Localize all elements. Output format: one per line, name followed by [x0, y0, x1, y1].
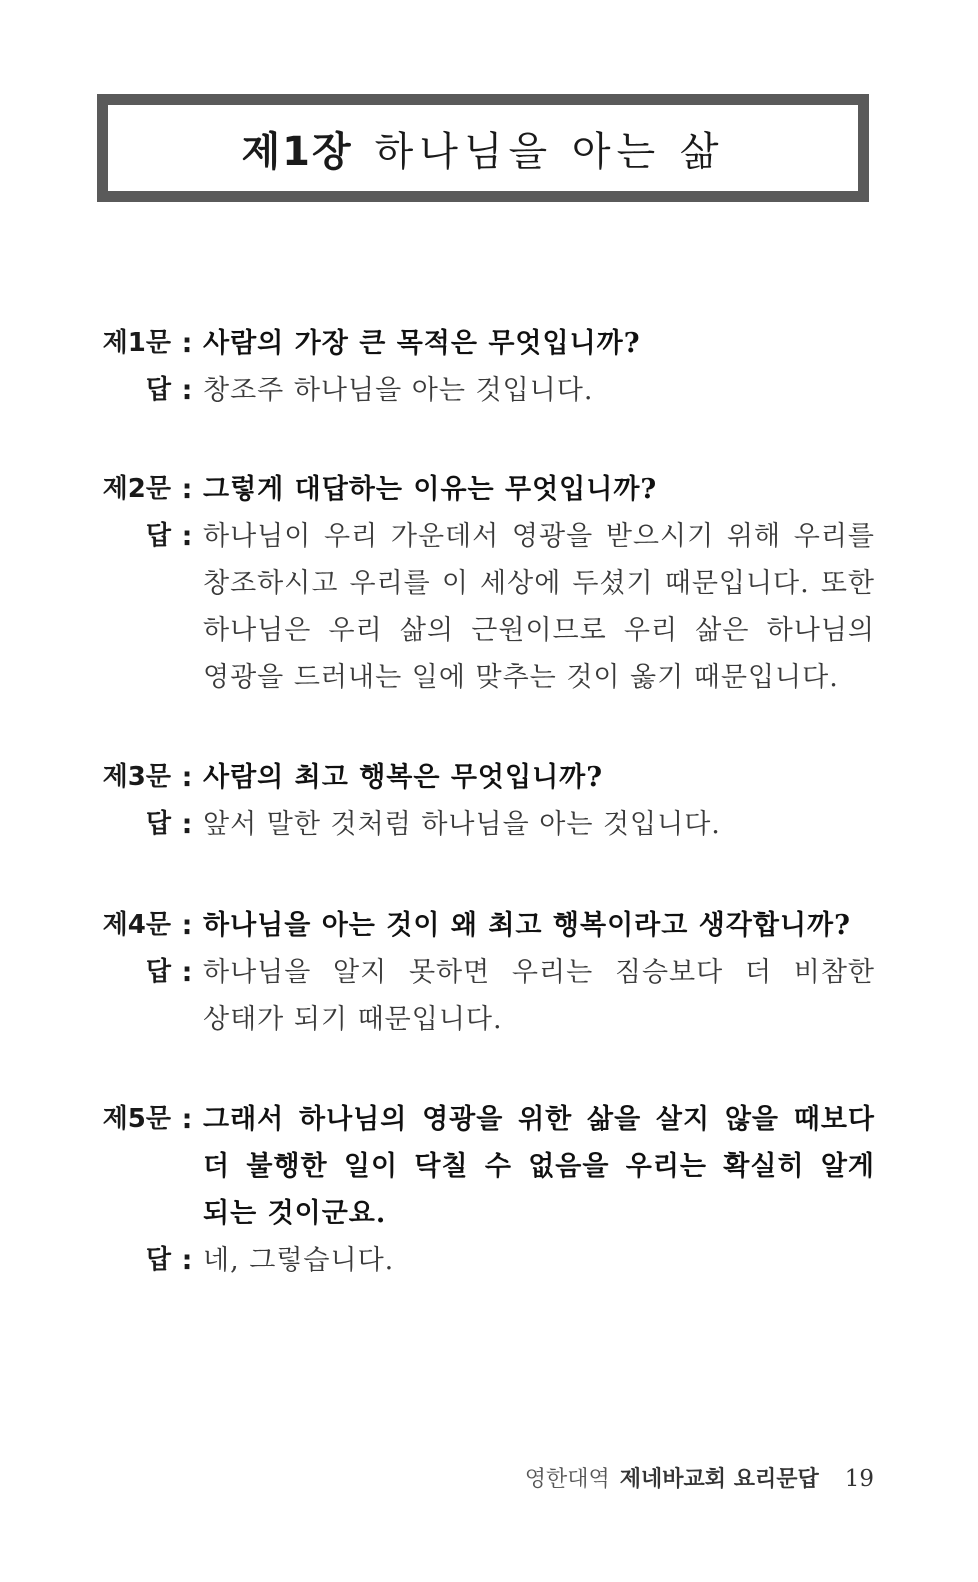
footer-book-title: 제네바교회 요리문답	[619, 1467, 819, 1492]
colon: :	[181, 1245, 193, 1276]
answer-label: 답	[145, 375, 171, 405]
colon: :	[181, 328, 193, 359]
question-label: 제3문	[102, 762, 171, 792]
answer-text: 하나님이 우리 가운데서 영광을 받으시기 위해 우리를 창조하시고 우리를 이 세상에 두셨기 때문입니다. 또한 하나님은 우리 삶의 근원이므로 우리 삶은 하나님의 영광을 드러내는 일에 맞추는 것이 옳기 때문입니다.	[203, 521, 875, 693]
question-text: 그렇게 대답하는 이유는 무엇입니까?	[203, 474, 658, 505]
answer-row	[95, 513, 875, 701]
colon: :	[181, 809, 193, 840]
question-label: 제1문	[102, 328, 171, 358]
chapter-name: 하나님을 아는 삶	[374, 128, 725, 175]
question-label: 제5문	[102, 1104, 171, 1134]
answer-row	[95, 949, 875, 1043]
question-label: 제2문	[102, 474, 171, 504]
question-text: 하나님을 아는 것이 왜 최고 행복이라고 생각합니까?	[203, 910, 851, 941]
question-text: 그래서 하나님의 영광을 위한 삶을 살지 않을 때보다 더 불행한 일이 닥칠 수 없음을 우리는 확실히 알게 되는 것이군요.	[203, 1104, 875, 1229]
colon: :	[181, 1104, 193, 1135]
qa-item-1	[95, 320, 875, 414]
answer-label: 답	[145, 521, 171, 551]
chapter-title-box	[97, 94, 869, 202]
question-text: 사람의 가장 큰 목적은 무엇입니까?	[203, 328, 641, 359]
page-footer	[525, 1462, 874, 1493]
colon: :	[181, 521, 193, 552]
answer-label: 답	[145, 957, 171, 987]
qa-item-4	[95, 902, 875, 1043]
qa-item-5	[95, 1096, 875, 1284]
answer-row	[95, 1237, 875, 1284]
chapter-number: 제1장	[241, 128, 353, 175]
answer-row	[95, 801, 875, 848]
answer-text: 창조주 하나님을 아는 것입니다.	[203, 375, 594, 406]
page-number: 19	[844, 1466, 874, 1492]
colon: :	[181, 957, 193, 988]
question-label: 제4문	[102, 910, 171, 940]
answer-text: 앞서 말한 것처럼 하나님을 아는 것입니다.	[203, 809, 721, 840]
question-row	[95, 320, 875, 367]
question-row	[95, 1096, 875, 1237]
answer-text: 네, 그렇습니다.	[203, 1245, 395, 1276]
qa-item-2	[95, 466, 875, 701]
question-row	[95, 466, 875, 513]
colon: :	[181, 762, 193, 793]
colon: :	[181, 375, 193, 406]
answer-text: 하나님을 알지 못하면 우리는 짐승보다 더 비참한 상태가 되기 때문입니다.	[203, 957, 875, 1035]
answer-label: 답	[145, 809, 171, 839]
answer-label: 답	[145, 1245, 171, 1275]
chapter-title	[241, 120, 724, 177]
qa-item-3	[95, 754, 875, 848]
answer-row	[95, 367, 875, 414]
question-text: 사람의 최고 행복은 무엇입니까?	[203, 762, 604, 793]
colon: :	[181, 910, 193, 941]
footer-prefix: 영한대역	[524, 1467, 610, 1492]
question-row	[95, 902, 875, 949]
question-row	[95, 754, 875, 801]
colon: :	[181, 474, 193, 505]
